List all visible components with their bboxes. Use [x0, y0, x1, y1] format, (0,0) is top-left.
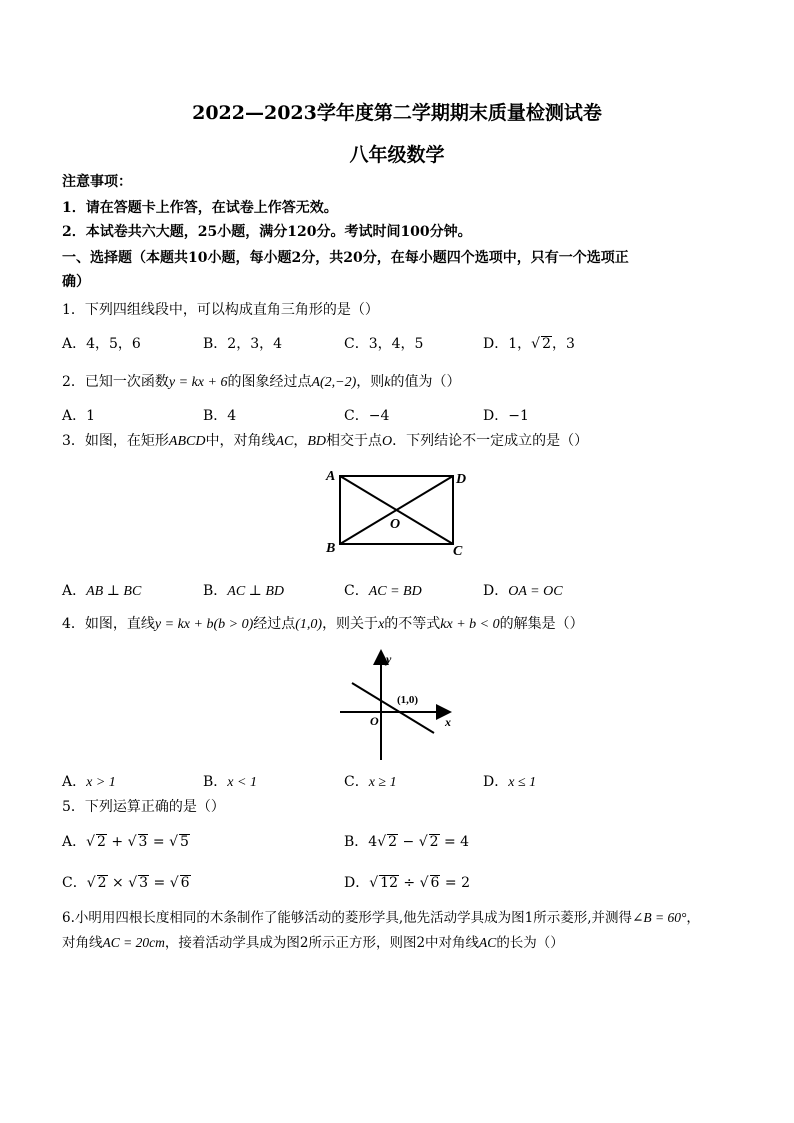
sqrt-sign [87, 875, 96, 891]
radicand: 3 [139, 875, 149, 891]
section-1-heading-line1: 一、选择题（本题共10小题，每小题2分，共20分，在每小题四个选项中，只有一个选项正 [62, 250, 629, 266]
option-expr: x ≥ 1 [368, 775, 397, 790]
operator: ÷ [398, 875, 420, 891]
operator: + [106, 834, 128, 850]
notice-heading: 注意事项： [62, 174, 132, 190]
radicand: 5 [180, 834, 189, 850]
result: = 2 [440, 875, 471, 891]
q3-option-c [344, 581, 422, 602]
q1-option-d-prefix: D．1， [483, 336, 532, 352]
radicand: 12 [380, 875, 398, 891]
q6-ac: AC [479, 935, 497, 950]
option-label: C． [62, 875, 87, 891]
q3-option-a [62, 581, 141, 602]
q5-option-a [62, 832, 190, 852]
radicand: 6 [430, 875, 440, 891]
q1-option-d-suffix: ，3 [551, 336, 575, 352]
radicand: 3 [138, 834, 148, 850]
q6-text-mid: ，接着活动学具成为图2所示正方形，则图2中对角线 [164, 935, 480, 951]
vertex-label-a: A [326, 469, 336, 484]
q6-text-end: ， [686, 910, 700, 926]
q4-option-b [203, 772, 257, 793]
q3-stem-text: 3．如图，在矩形 [62, 433, 169, 449]
q2-stem [62, 372, 461, 393]
exam-subtitle: 八年级数学 [349, 144, 445, 166]
q4-option-c [344, 772, 397, 793]
q4-stem-text-mid2: ，则关于 [322, 616, 379, 632]
q4-stem-text-end: 的解集是（） [499, 616, 584, 632]
q6-diagonal-length: AC = 20cm [102, 935, 165, 950]
sqrt-sign [377, 834, 386, 850]
radicand: 2 [97, 875, 107, 891]
origin-label: O [370, 714, 379, 728]
intercept-label: (1,0) [397, 694, 419, 706]
option-expr: OA = OC [508, 584, 563, 599]
line-y-kx-b [352, 683, 434, 733]
radicand: 2 [388, 834, 398, 850]
option-label: C． [344, 774, 369, 790]
notice-item-2: 2．本试卷共六大题，25小题，满分120分。考试时间100分钟。 [62, 224, 472, 240]
option-expr: x ≤ 1 [508, 775, 537, 790]
q4-x: x [378, 617, 385, 632]
option-expr: x < 1 [227, 775, 257, 790]
q2-option-b: B．4 [203, 408, 237, 424]
q6-text-end: 的长为（） [496, 935, 564, 951]
option-expr: AC = BD [368, 584, 422, 599]
vertex-label-d: D [456, 472, 467, 487]
q4-stem-text: 4．如图，直线 [62, 616, 155, 632]
q2-stem-text-end: 的值为（） [390, 374, 461, 390]
q4-stem-text-mid: 经过点 [253, 616, 296, 632]
option-expr: AC ⊥ BD [227, 584, 285, 599]
q4-option-a [62, 772, 116, 793]
option-expr: AB ⊥ BC [86, 584, 142, 599]
center-label-o: O [390, 517, 401, 532]
sqrt-sign [128, 834, 137, 850]
y-axis-label: y [386, 652, 392, 666]
sqrt-sign [531, 336, 540, 352]
operator: = [148, 834, 170, 850]
q4-point: (1,0) [295, 617, 323, 632]
q4-function: y = kx + b(b > 0) [154, 617, 254, 632]
option-label: D． [483, 583, 509, 599]
notice-item-1: 1．请在答题卡上作答，在试卷上作答无效。 [62, 200, 338, 216]
q4-graph-figure [330, 645, 465, 765]
q2-stem-text-mid2: ，则 [356, 374, 385, 390]
sqrt-sign [128, 875, 137, 891]
q2-point: A(2,−2) [311, 375, 357, 390]
q1-option-d [483, 334, 575, 354]
q1-option-b: B．2，3，4 [203, 336, 283, 352]
q2-stem-text-mid: 的图象经过点 [227, 374, 312, 390]
option-label: A． [62, 774, 87, 790]
q4-stem [62, 614, 584, 635]
x-axis-label: x [445, 715, 451, 729]
vertex-label-c: C [453, 544, 463, 559]
exam-title: 2022—2023学年度第二学期期末质量检测试卷 [192, 102, 602, 124]
q3-abcd: ABCD [168, 434, 206, 449]
option-label: B． [203, 774, 228, 790]
q5-stem: 5．下列运算正确的是（） [62, 799, 225, 815]
sqrt-sign [169, 834, 178, 850]
q3-o: O [382, 434, 393, 449]
option-label: B． [344, 834, 369, 850]
sqrt-sign [369, 875, 378, 891]
q1-option-d-radicand: 2 [542, 336, 551, 352]
vertex-label-b: B [326, 541, 336, 556]
q1-stem: 1．下列四组线段中，可以构成直角三角形的是（） [62, 302, 379, 318]
radicand: 2 [97, 834, 106, 850]
q2-stem-text: 2．已知一次函数 [62, 374, 169, 390]
q2-function: y = kx + 6 [168, 375, 228, 390]
coefficient: 4 [368, 834, 378, 850]
q6-stem-line2 [62, 933, 564, 953]
sqrt-sign [419, 834, 428, 850]
q3-stem [62, 431, 588, 452]
q2-option-a: A．1 [62, 408, 96, 424]
radicand: 6 [180, 875, 190, 891]
option-label: A． [62, 583, 87, 599]
q2-k: k [384, 375, 391, 390]
option-label: D． [483, 774, 509, 790]
option-label: C． [344, 583, 369, 599]
q4-inequality: kx + b < 0 [440, 617, 500, 632]
q3-ac: AC [275, 434, 294, 449]
q6-stem-line1 [62, 908, 700, 928]
option-label: D． [344, 875, 370, 891]
q3-stem-text-end: ．下列结论不一定成立的是（） [392, 433, 589, 449]
option-label: B． [203, 583, 228, 599]
q5-option-b [344, 832, 469, 852]
q6-text: 对角线 [62, 935, 103, 951]
operator: × [107, 875, 129, 891]
sqrt-sign [86, 834, 95, 850]
result: = 4 [439, 834, 470, 850]
q3-sep: ， [293, 433, 308, 449]
operator: − [398, 834, 419, 850]
operator: = [149, 875, 170, 891]
q3-option-b [203, 581, 284, 602]
q5-option-d [344, 873, 470, 893]
q2-option-d: D．−1 [483, 408, 529, 424]
option-label: A． [62, 834, 87, 850]
option-expr: x > 1 [86, 775, 116, 790]
q6-text: 6.小明用四根长度相同的木条制作了能够活动的菱形学具,他先活动学具成为图1所示菱形,并测得 [62, 910, 633, 926]
q1-option-c: C．3，4，5 [344, 336, 424, 352]
q1-option-a: A．4，5，6 [62, 336, 141, 352]
q3-stem-text-mid2: 相交于点 [326, 433, 383, 449]
q3-bd: BD [307, 434, 327, 449]
q3-stem-text-mid: 中，对角线 [205, 433, 276, 449]
q3-rectangle-figure [318, 462, 478, 562]
sqrt-sign [420, 875, 429, 891]
q6-angle: ∠B = 60° [632, 910, 687, 925]
sqrt-sign [170, 875, 179, 891]
q4-stem-text-mid3: 的不等式 [384, 616, 441, 632]
section-1-heading-line2: 确） [62, 274, 90, 290]
q5-option-c [62, 873, 191, 893]
q3-option-d [483, 581, 563, 602]
q4-option-d [483, 772, 536, 793]
radicand: 2 [429, 834, 439, 850]
q2-option-c: C．−4 [344, 408, 390, 424]
